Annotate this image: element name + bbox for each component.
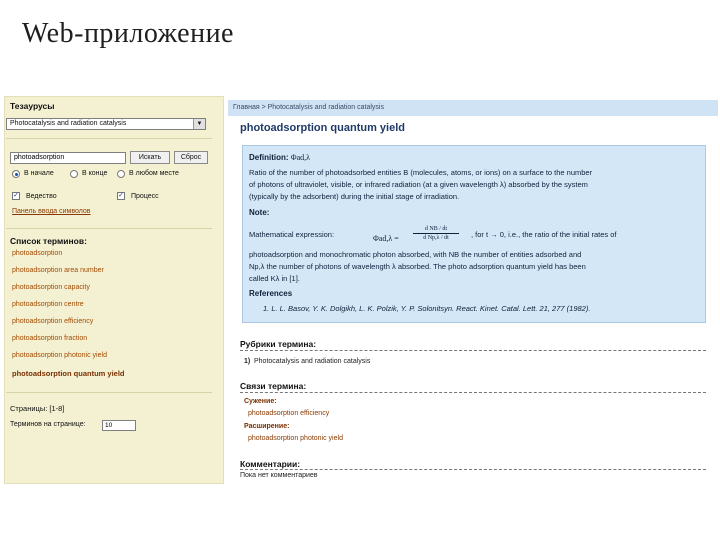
thesaurus-select-value: Photocatalysis and radiation catalysis — [10, 120, 127, 127]
radio-start-label: В начале — [24, 170, 54, 177]
radio-anywhere[interactable] — [117, 170, 125, 178]
reset-button[interactable]: Сброс — [174, 151, 208, 164]
section-divider — [240, 392, 706, 393]
formula-fraction — [413, 226, 459, 241]
term-link[interactable]: photoadsorption fraction — [12, 335, 88, 342]
breadcrumb[interactable]: Главная > Photocatalysis and radiation catalysis — [233, 104, 384, 111]
substance-checkbox-label: Ведество — [26, 193, 57, 200]
term-link[interactable]: photoadsorption efficiency — [12, 318, 94, 325]
term-link[interactable]: photoadsorption — [12, 250, 63, 257]
symbol-keyboard-link[interactable]: Панель ввода символов — [12, 208, 91, 215]
sidebar-divider — [6, 228, 212, 229]
expression-text: Np,λ the number of photons of wavelength λ absorbed. The photo adsorption quantum yield has been — [249, 262, 586, 271]
radio-end-label: В конце — [82, 170, 108, 177]
term-link[interactable]: photoadsorption area number — [12, 267, 104, 274]
term-link[interactable]: photoadsorption photonic yield — [12, 352, 107, 359]
search-input[interactable]: photoadsorption — [10, 152, 126, 164]
rubric-link[interactable]: Photocatalysis and radiation catalysis — [254, 358, 371, 365]
narrower-term-link[interactable]: photoadsorption efficiency — [248, 410, 330, 417]
per-page-select[interactable]: 10 — [102, 420, 136, 431]
rubrics-heading: Рубрики термина: — [240, 339, 317, 349]
relations-heading: Связи термина: — [240, 381, 307, 391]
formula-denominator: d Np,λ / dt — [423, 235, 449, 241]
rubric-index: 1) — [244, 358, 251, 365]
definition-symbol: Φad,λ — [290, 153, 311, 162]
radio-anywhere-label: В любом месте — [129, 170, 179, 177]
section-divider — [240, 350, 706, 351]
substance-checkbox[interactable]: ✓ — [13, 192, 19, 199]
section-divider — [240, 469, 706, 470]
note-label: Note: — [249, 208, 270, 217]
definition-label: Definition: — [249, 153, 289, 162]
search-button[interactable]: Искать — [130, 151, 170, 164]
references-label: References — [249, 289, 293, 298]
terms-heading: Список терминов: — [10, 236, 87, 246]
process-checkbox-label: Процесс — [131, 193, 159, 200]
reference-item: 1. L. L. Basov, Y. K. Dolgikh, L. K. Polzik, Y. P. Solonitsyn. React. Kinet. Catal. Lett. 21, 277 (1982). — [263, 304, 591, 313]
sidebar-divider — [6, 138, 212, 139]
comments-heading: Комментарии: — [240, 459, 301, 469]
fraction-bar — [413, 233, 459, 234]
thesaurus-heading: Тезаурусы — [10, 101, 55, 111]
sidebar-divider — [6, 392, 212, 393]
broader-term-link[interactable]: photoadsorption photonic yield — [248, 435, 343, 442]
radio-end[interactable] — [70, 170, 78, 178]
formula — [373, 226, 461, 252]
definition-text: (typically by the adsorbent) during the initial stage of irradiation. — [249, 192, 460, 201]
term-link[interactable]: photoadsorption centre — [12, 301, 84, 308]
formula-numerator: d NB / dt — [424, 226, 448, 232]
broader-label: Расширение: — [244, 423, 290, 430]
radio-start[interactable] — [12, 170, 20, 178]
term-link[interactable]: photoadsorption capacity — [12, 284, 90, 291]
process-checkbox[interactable]: ✓ — [118, 192, 124, 199]
definition-text: Ratio of the number of photoadsorbed entities B (molecules, atoms, or ions) on a surface to the number — [249, 168, 593, 177]
term-title: photoadsorption quantum yield — [240, 122, 405, 134]
definition-text: of photons of ultraviolet, visible, or infrared radiation (at a given wavelength λ) absorbed by the system — [249, 180, 588, 189]
per-page-label: Терминов на странице: — [10, 421, 86, 428]
term-link-active[interactable]: photoadsorption quantum yield — [12, 369, 125, 378]
expression-prefix: Mathematical expression: — [249, 230, 335, 239]
formula-lhs: Φad,λ = — [373, 234, 399, 243]
expression-text: called Kλ in [1]. — [249, 274, 300, 283]
definition-box — [242, 145, 706, 323]
slide-title: Web-приложение — [22, 18, 234, 49]
expression-text: , for t → 0, i.e., the ratio of the initial rates of — [471, 230, 617, 239]
comments-text: Пока нет комментариев — [240, 472, 318, 479]
thesaurus-select[interactable] — [6, 118, 206, 130]
breadcrumb-bar — [228, 100, 718, 116]
pages-label: Страницы: [1-8] — [10, 404, 65, 413]
expression-text: photoadsorption and monochromatic photon absorbed, with NB the number of entities adsorbed and — [249, 250, 582, 259]
narrower-label: Сужение: — [244, 398, 277, 405]
chevron-down-icon[interactable]: ▼ — [193, 119, 205, 129]
